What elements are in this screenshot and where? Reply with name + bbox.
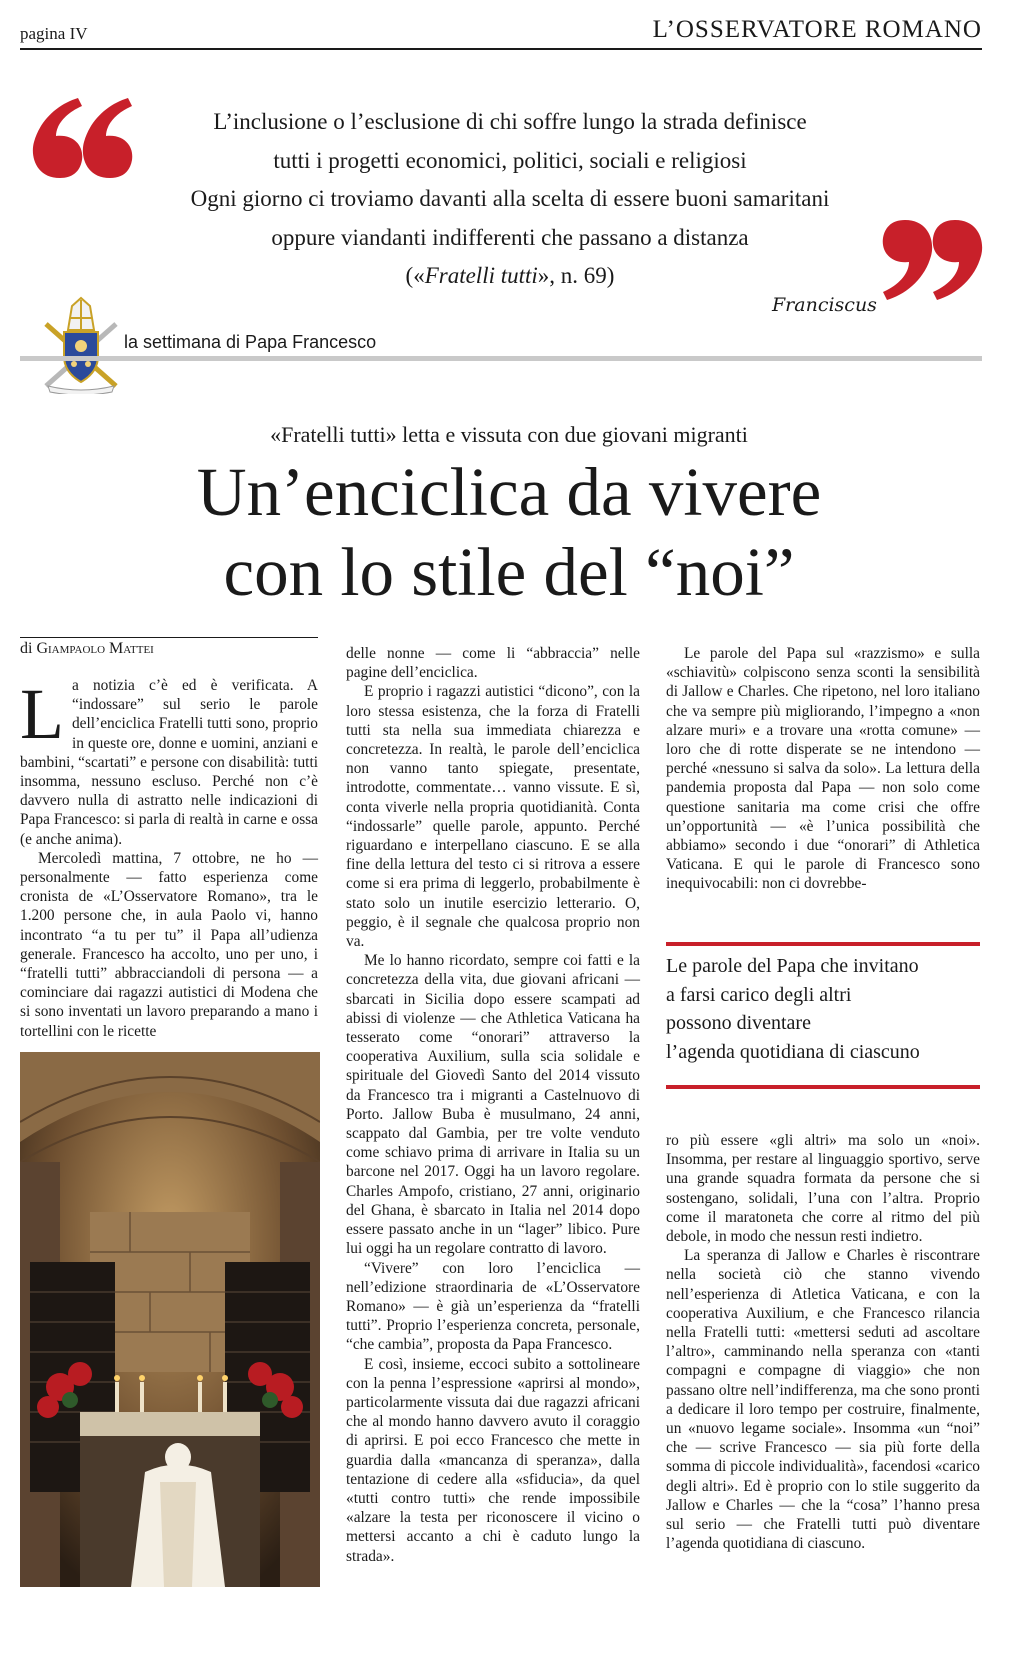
- paragraph: E così, insieme, eccoci subito a sottolineare con la penna l’espressione «aprirsi al mondo», particolarmente vissuta dai due ragazzi africani che al mondo hanno davvero avuto il coraggio di aprirsi. E poi ecco Francesco che mette in guardia dalla «mancanza di speranza», dalla tentazione di cedere alla «sfiducia», da quel «tutti contro tutti» che rende impossibile «alzare la testa per riconoscere il vicino o mettersi accanto a chi è caduto lungo la strada».: [346, 1355, 640, 1565]
- paragraph: delle nonne — come li “abbraccia” nelle pagine dell’enciclica.: [346, 645, 640, 682]
- quote-reference-title: Fratelli tutti: [424, 263, 538, 288]
- paragraph: Me lo hanno ricordato, sempre coi fatti e la concretezza della vita, due giovani africani — sbarcati in Sicilia dopo essere scampati ad abissi di violenze — che Athletica Vaticana ha tesserato come “onorari” attraverso la cooperativa Auxilium, sulla scia solidale e spirituale del Giovedì Santo del 2014 vissuto da Francesco tra i migranti a Castelnuovo di Porto. Jallow Buba è musulmano, 24 anni, scappato dal Gambia, per tre volte venduto come schiavo prima di arrivare in Italia su un barcone nel 2017. Oggi ha un lavoro regolare. Charles Ampofo, cristiano, 27 anni, originario del Ghana, è sbarcato in Italia nel 2014 dopo essere passato anche in un “lager” libico. Pure lui oggi ha un regolare contratto di lavoro.: [346, 952, 640, 1258]
- pull-quote: [666, 952, 980, 1066]
- open-quote-icon: [30, 90, 135, 185]
- quote-line: Ogni giorno ci troviamo davanti alla scelta di essere buoni samaritani: [190, 186, 830, 211]
- pull-quote-top-rule: [666, 942, 980, 946]
- headline-line: Un’enciclica da vivere: [196, 454, 822, 530]
- pull-quote-bottom-rule: [666, 1085, 980, 1089]
- quote-reference: («Fratelli tutti», n. 69): [405, 263, 615, 288]
- paragraph: ro più essere «gli altri» ma solo un «noi». Insomma, per restare al linguaggio sportivo, serve una grande squadra formata da persone che si sostengano, solidali, l’una con l’altra. Proprio come il maratoneta che corre al ritmo del più debole, in modo che nessun resti indietro.: [666, 1132, 980, 1246]
- signature: Franciscus: [772, 294, 877, 316]
- quote-line: oppure viandanti indifferenti che passano a distanza: [271, 224, 749, 250]
- article-column-3-bottom: [666, 1131, 980, 1553]
- paragraph: Mercoledì mattina, 7 ottobre, ne ho — personalmente — fatto esperienza come cronista de «L’Osservatore Romano», tra le 1.200 persone che, in aula Paolo vi, hanno incontrato “a tu per tu” il Papa all’udienza generale. Francesco ha accolto, uno per uno, i “fratelli tutti” abbracciandoli di persona — a cominciare dai ragazzi autistici di Modena che si sono inventati un lavoro preparando a mano i tortellini con le ricette: [20, 849, 318, 1040]
- paragraph: La notizia c’è ed è verificata. A “indossare” sul serio le parole dell’enciclica Fratelli tutti sono, proprio in queste ore, donne e uomini, anziani e bambini, “scartati” e persone con disabilità: tutti insomma, nessuno escluso. Perché non c’è davvero nulla di astratto nelle indicazioni di Papa Francesco: si parla di realtà in carne e ossa (e anche anima).: [20, 674, 318, 848]
- author-name: Giampaolo Mattei: [36, 640, 154, 657]
- section-rule: [20, 356, 982, 361]
- papal-coat-of-arms-icon: [38, 294, 124, 394]
- pull-quote-line: a farsi carico degli altri: [666, 983, 852, 1006]
- quote-line: tutti i progetti economici, politici, sociali e religiosi: [273, 147, 747, 173]
- pull-quote-line: Le parole del Papa che invitano: [666, 955, 919, 977]
- article-column-3-top: [666, 644, 980, 894]
- close-quote-icon: [880, 213, 985, 308]
- pope-praying-at-tomb-photo: [20, 1052, 320, 1587]
- article-column-1: [20, 676, 318, 1041]
- byline: di Giampaolo Mattei: [20, 640, 154, 657]
- pope-quote: [130, 103, 890, 296]
- paragraph: La speranza di Jallow e Charles è riscontrare nella società ciò che stanno vivendo nell’esperienza di Atletica Vaticana, e con la cooperativa Auxilium, e che Francesco rilancia nella Fratelli tutti: «mettersi seduti ad ascoltare l’altro», camminando nella speranza con «tanti compagni e compagne di viaggio» che non passano oltre nell’indifferenza, ma che sono pronti a dedicare il loro tempo per costruire, finalmente, un «nuovo legame sociale». Insomma «un “noi” che — scrive Francesco — sia più forte della somma di piccole individualità», facendosi «carico degli altri». Ed è proprio con lo stile suggerito da Jallow e Charles — che la “cosa” l’hanno presa sul serio — che Fratelli tutti può diventare l’agenda quotidiana di ciascuno.: [666, 1247, 980, 1553]
- pull-quote-line: possono diventare: [666, 1012, 811, 1034]
- headline-line: con lo stile del “noi”: [223, 534, 795, 610]
- section-label: la settimana di Papa Francesco: [124, 332, 377, 352]
- quote-line: L’inclusione o l’esclusione di chi soffre lungo la strada definisce: [213, 109, 807, 134]
- paragraph: Le parole del Papa sul «razzismo» e sulla «schiavitù» colpiscono senza sconti la sensibilità di Jallow e Charles. Che ripetono, nel loro italiano che va sempre più migliorando, l’impegno a «non alzare muri» e a trovare una «rotta comune» — loro che di rotte disperate se ne intendono — perché «nessuno si salva da solo». La lettura della pandemia proposta dal Papa — non solo come questione sanitaria ma come crisi che offre un’opportunità — «è l’unica possibilità che abbiamo» secondo i due “onorari” di Athletica Vaticana. E qui le parole di Francesco sono inequivocabili: non ci dovrebbe-: [666, 645, 980, 893]
- article-headline: [0, 452, 1018, 612]
- pull-quote-line: l’agenda quotidiana di ciascuno: [666, 1040, 920, 1063]
- masthead: L’OSSERVATORE ROMANO: [652, 16, 982, 43]
- page-number: pagina IV: [20, 24, 88, 43]
- paragraph: “Vivere” con loro l’enciclica — nell’edizione straordinaria de «L’Osservatore Romano» — è già un’esperienza da “fratelli tutti”. Proprio l’esperienza concreta, personale, “che cambia”, proposta da Papa Francesco.: [346, 1259, 640, 1354]
- drop-cap: L: [20, 674, 64, 754]
- byline-rule: [20, 637, 318, 638]
- header-rule: [20, 48, 982, 50]
- article-kicker: «Fratelli tutti» letta e vissuta con due giovani migranti: [270, 422, 748, 447]
- paragraph: E proprio i ragazzi autistici “dicono”, con la loro stessa esistenza, che la forza di Fratelli tutti sta nella sua immediata chiarezza e concretezza. In realtà, le parole dell’enciclica non vanno tanto spiegate, presentate, introdotte, commentate… vanno vissute. E sì, conta viverle nella propria quotidianità. Conta “indossarle” quelle parole, appunto. Perché riguardano e interpellano ciascuno. E se alla fine della lettura del testo ci si ritrova a essere come si era prima di leggerlo, probabilmente è stato solo un inutile esercizio letterario. O, peggio, è il segnale che qualcosa proprio non va.: [346, 683, 640, 951]
- article-column-2: [346, 644, 640, 1566]
